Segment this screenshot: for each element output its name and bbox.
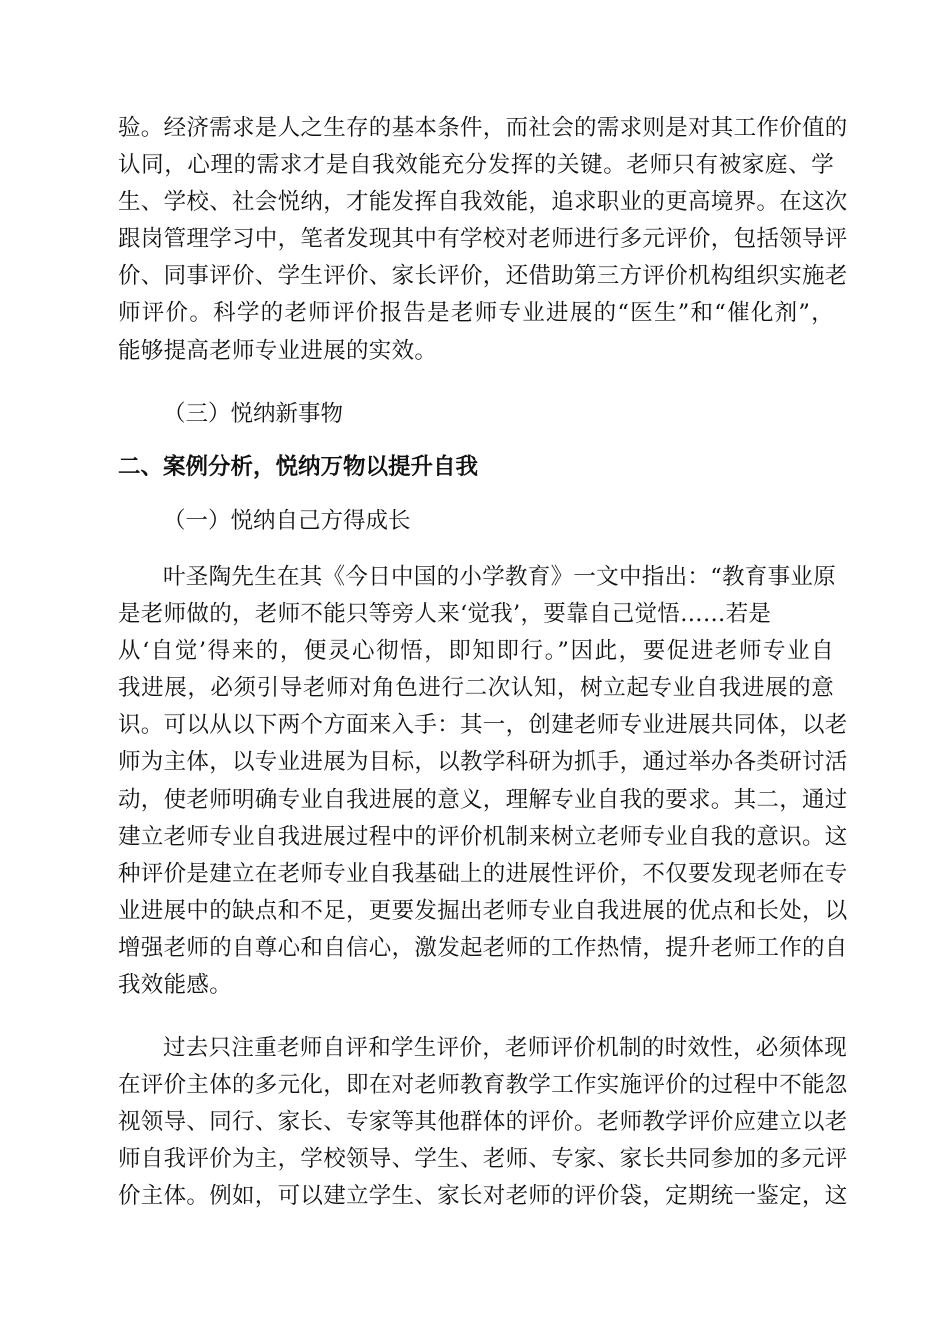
paragraph-line: 过去只注重老师自评和学生评价，老师评价机制的时效性，必须体现: [163, 1035, 848, 1061]
paragraph-line: 价主体。例如，可以建立学生、家长对老师的评价袋，定期统一鉴定，这: [118, 1183, 848, 1210]
paragraph-line: 视领导、同行、家长、专家等其他群体的评价。老师教学评价应建立以老: [118, 1109, 848, 1136]
paragraph-line: 叶圣陶先生在其《今日中国的小学教育》一文中指出：“教育事业原: [163, 564, 837, 590]
paragraph-line: 从‘自觉’得来的，便灵心彻悟，即知即行。”因此，要促进老师专业自: [118, 638, 834, 665]
paragraph-line: 建立老师专业自我进展过程中的评价机制来树立老师专业自我的意识。这: [118, 823, 848, 850]
paragraph-line: 价、同事评价、学生评价、家长评价，还借助第三方评价机构组织实施老: [118, 263, 848, 290]
paragraph-line: 生、学校、社会悦纳，才能发挥自我效能，追求职业的更高境界。在这次: [118, 189, 848, 216]
subheading-3: （三）悦纳新事物: [163, 401, 344, 427]
paragraph-line: 识。可以从以下两个方面来入手：其一，创建老师专业进展共同体，以老: [118, 712, 848, 739]
paragraph-1: [118, 110, 848, 370]
paragraph-line: 种评价是建立在老师专业自我基础上的进展性评价，不仅要发现老师在专: [118, 860, 848, 887]
paragraph-line: 我进展，必须引导老师对角色进行二次认知，树立起专业自我进展的意: [118, 675, 834, 702]
paragraph-line: 跟岗管理学习中，笔者发现其中有学校对老师进行多元评价，包括领导评: [118, 226, 848, 253]
subheading-1: （一）悦纳自己方得成长: [163, 508, 411, 534]
paragraph-line: 验。经济需求是人之生存的基本条件，而社会的需求则是对其工作价值的: [118, 115, 848, 141]
section-heading: 二、案例分析，悦纳万物以提升自我: [118, 454, 479, 480]
paragraph-line: 能够提高老师专业进展的实效。: [118, 337, 438, 364]
paragraph-line: 动，使老师明确专业自我进展的意义，理解专业自我的要求。其二，通过: [118, 786, 848, 813]
paragraph-3: [118, 1030, 848, 1215]
paragraph-line: 认同，心理的需求才是自我效能充分发挥的关键。老师只有被家庭、学: [118, 152, 834, 179]
paragraph-line: 我效能感。: [118, 972, 233, 999]
paragraph-line: 是老师做的，老师不能只等旁人来‘觉我’，要靠自己觉悟……若是: [118, 601, 772, 628]
paragraph-line: 师为主体，以专业进展为目标，以教学科研为抓手，通过举办各类研讨活: [118, 749, 848, 776]
paragraph-line: 增强老师的自尊心和自信心，激发起老师的工作热情，提升老师工作的自: [118, 934, 848, 961]
paragraph-line: 师自我评价为主，学校领导、学生、老师、专家、家长共同参加的多元评: [118, 1146, 848, 1173]
paragraph-2: [118, 559, 848, 1004]
paragraph-line: 业进展中的缺点和不足，更要发掘出老师专业自我进展的优点和长处，以: [118, 897, 848, 924]
paragraph-line: 在评价主体的多元化，即在对老师教育教学工作实施评价的过程中不能忽: [118, 1072, 848, 1099]
paragraph-line: 师评价。科学的老师评价报告是老师专业进展的“医生”和“催化剂”，: [118, 300, 834, 327]
